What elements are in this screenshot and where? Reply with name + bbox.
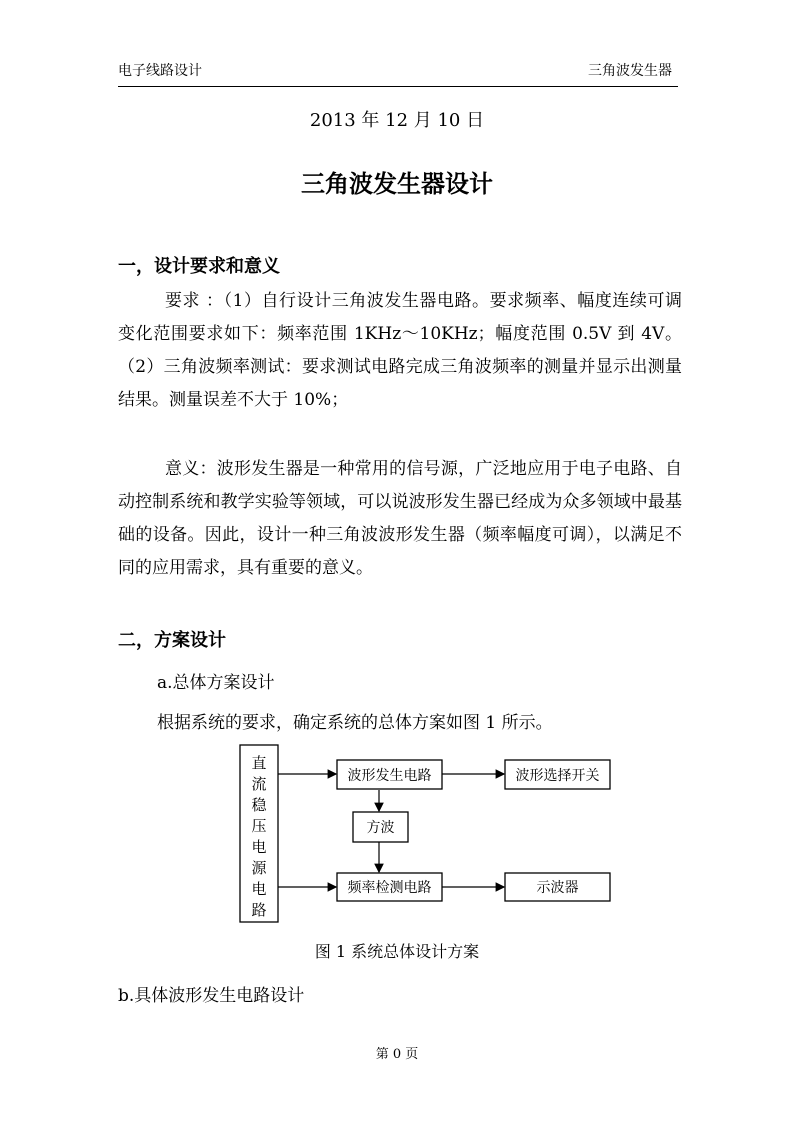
power-char: 电 (251, 838, 267, 856)
power-supply-label (251, 754, 267, 919)
header-right: 三角波发生器 (588, 63, 672, 79)
wave-generator-label: 波形发生电路 (347, 768, 432, 784)
diagram-intro: 根据系统的要求，确定系统的总体方案如图 1 所示。 (157, 713, 553, 733)
freq-detector-label: 频率检测电路 (347, 880, 432, 896)
document-date: 2013 年 12 月 10 日 (309, 110, 485, 131)
power-char: 电 (251, 880, 267, 898)
power-char: 路 (251, 901, 267, 919)
header-left: 电子线路设计 (118, 63, 202, 79)
subsection-a-heading: a.总体方案设计 (157, 673, 275, 693)
power-char: 压 (251, 817, 267, 835)
power-char: 稳 (251, 796, 267, 814)
section-1-heading: 一，设计要求和意义 (118, 256, 280, 277)
subsection-b-heading: b.具体波形发生电路设计 (118, 986, 305, 1006)
square-wave-label: 方波 (366, 820, 395, 836)
power-char: 流 (251, 775, 267, 793)
oscilloscope-label: 示波器 (536, 880, 579, 896)
document-title: 三角波发生器设计 (301, 169, 493, 198)
figure-caption: 图 1 系统总体设计方案 (314, 942, 480, 961)
significance-paragraph: 意义：波形发生器是一种常用的信号源，广泛地应用于电子电路、自动控制系统和教学实验等领域，可以说波形发生器已经成为众多领域中最基础的设备。因此，设计一种三角波波形发生器（频率幅度可调），以满足不同的应用需求，具有重要的意义。 (118, 459, 682, 578)
power-char: 源 (251, 859, 267, 877)
section-2-heading: 二，方案设计 (118, 630, 226, 651)
requirement-paragraph: 要求 ：（1）自行设计三角波发生器电路。要求频率、幅度连续可调变化范围要求如下：频率范围 1KHz～10KHz；幅度范围 0.5V 到 4V。（2）三角波频率测试：要求测试电路完成三角波频率的测量并显示出测量结果。测量误差不大于 10%； (118, 291, 682, 410)
page-number: 第 0 页 (375, 1047, 419, 1062)
wave-selector-label: 波形选择开关 (515, 768, 600, 784)
power-char: 直 (251, 754, 267, 772)
